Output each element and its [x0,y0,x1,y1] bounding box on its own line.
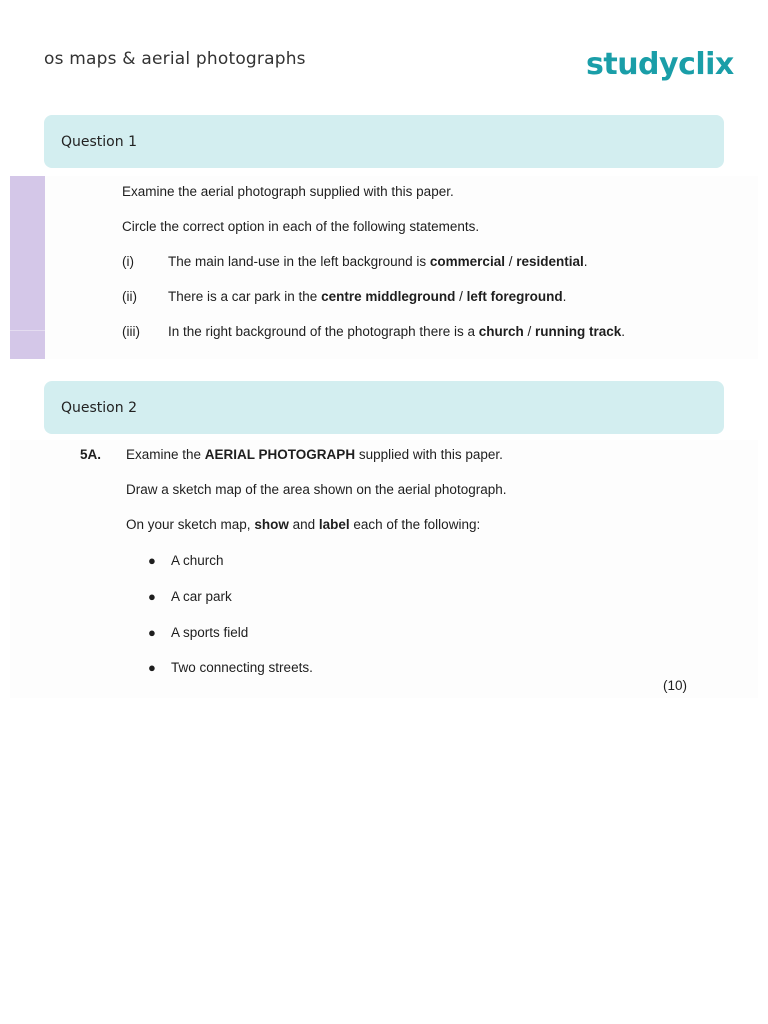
question-1-body [10,176,758,359]
statement-item [168,323,625,341]
line-bold: label [318,517,350,532]
studyclix-logo[interactable]: studyclix [586,47,734,82]
question-2-line-1 [126,446,503,464]
question-2-line-3 [126,516,480,534]
option-separator: / [455,289,467,304]
option-a[interactable]: centre middleground [321,289,456,304]
question-number-text: 5A. [80,447,102,462]
line-text: Examine the [126,447,205,462]
option-a[interactable]: commercial [429,254,505,269]
side-marker-divider [10,330,45,331]
bullet-icon: ● [148,625,156,640]
question-1-intro: Examine the aerial photograph supplied with this paper. [122,184,454,199]
question-number [80,446,101,464]
option-b[interactable]: running track [535,324,622,339]
line-text: each of the following: [349,517,481,532]
question-1-instruction: Circle the correct option in each of the following statements. [122,219,480,234]
list-item: A church [171,553,224,568]
option-separator: / [504,254,517,269]
statement-text: The main land-use in the left background is [168,254,430,269]
option-b[interactable]: residential [516,254,584,269]
line-text: and [288,517,319,532]
statement-item [168,288,566,306]
line-bold: AERIAL PHOTOGRAPH [204,447,356,462]
statement-item [168,253,588,271]
statement-end: . [621,324,626,339]
question-1-label: Question 1 [61,133,137,150]
option-separator: / [523,324,535,339]
bullet-icon: ● [148,553,156,568]
statement-text: In the right background of the photograph there is a [168,324,479,339]
item-number: (i) [122,254,134,269]
marks-label: (10) [663,678,688,693]
option-b[interactable]: left foreground [466,289,563,304]
item-number: (iii) [122,324,140,339]
line-text: On your sketch map, [126,517,255,532]
option-a[interactable]: church [478,324,524,339]
line-bold: show [254,517,289,532]
question-2-label: Question 2 [61,399,137,416]
item-number: (ii) [122,289,137,304]
bullet-icon: ● [148,660,156,675]
statement-end: . [583,254,588,269]
side-marker [10,176,45,359]
question-1-banner[interactable] [44,115,724,168]
list-item: Two connecting streets. [171,660,313,675]
page-title: os maps & aerial photographs [44,49,306,69]
statement-end: . [562,289,567,304]
line-text: supplied with this paper. [355,447,503,462]
question-2-body [10,440,758,698]
question-2-banner[interactable] [44,381,724,434]
page-header [0,0,768,100]
question-2-line-2: Draw a sketch map of the area shown on the aerial photograph. [126,482,507,497]
list-item: A car park [171,589,232,604]
bullet-icon: ● [148,589,156,604]
list-item: A sports field [171,625,249,640]
statement-text: There is a car park in the [168,289,322,304]
